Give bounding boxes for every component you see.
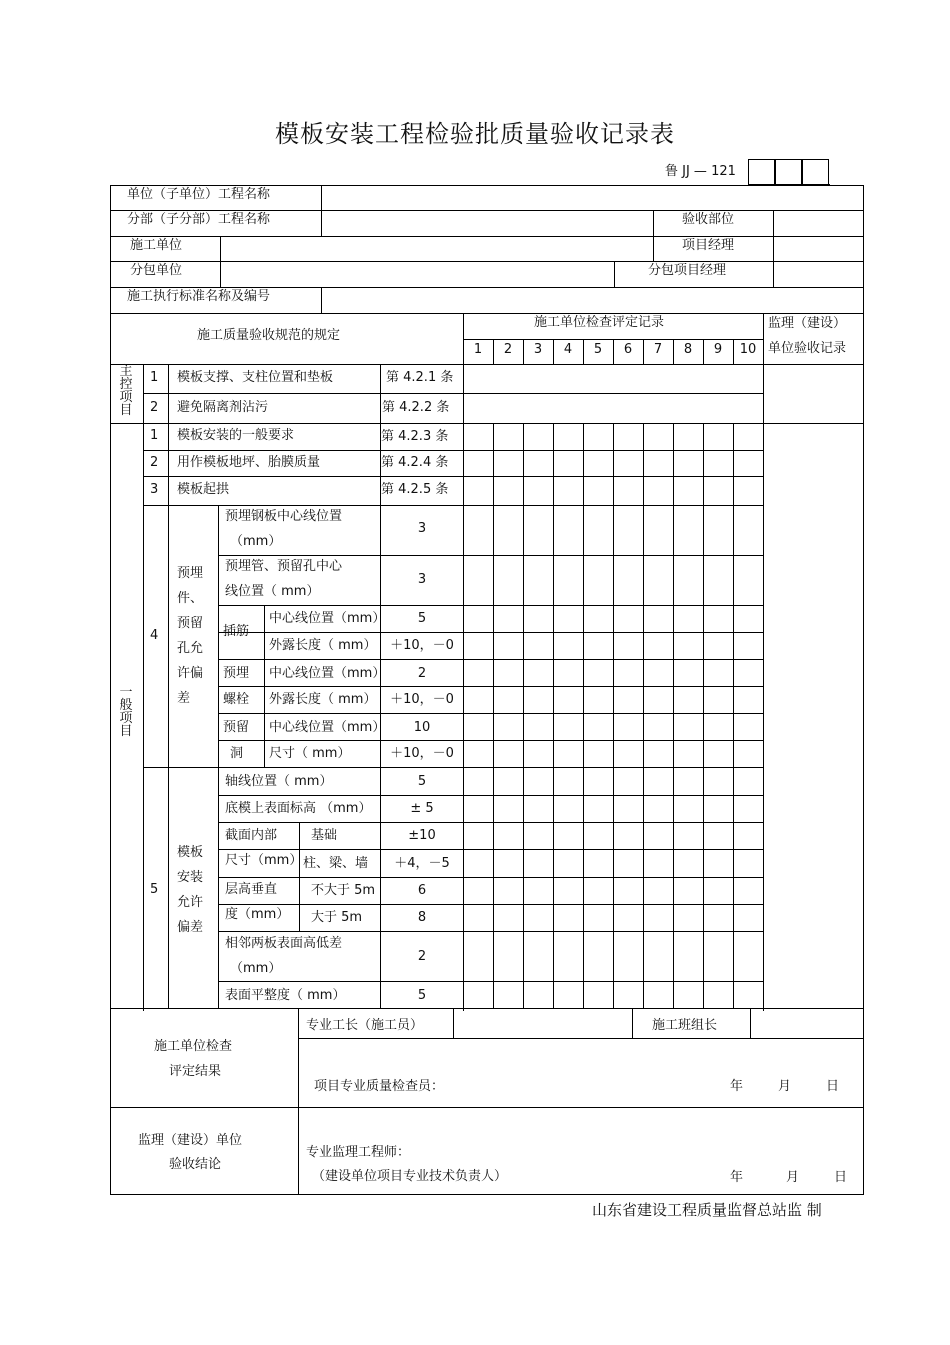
bottom-label: 底模上表面标高 （mm）: [225, 801, 372, 816]
form-code: 鲁 JJ — 121: [665, 164, 736, 179]
acceptance-part-label: 验收部位: [682, 212, 735, 227]
table-hline: [218, 605, 764, 606]
table-vline: [553, 423, 554, 1009]
row-name: 模板起拱: [177, 482, 230, 497]
value: 2: [417, 666, 427, 681]
column-number: 5: [593, 342, 603, 357]
team-leader-label: 施工班组长: [652, 1018, 718, 1033]
table-vline: [773, 210, 774, 288]
embed-group-label: 预留: [177, 616, 204, 631]
flatness-label: 表面平整度（ mm）: [225, 988, 346, 1003]
value: ＋10，－0: [390, 638, 454, 653]
install-group-label: 模板: [177, 845, 204, 860]
table-hline: [218, 686, 764, 687]
year-label: 年: [730, 1170, 744, 1185]
table-hline: [110, 261, 864, 262]
table-vline: [264, 605, 265, 768]
value: 3: [417, 521, 427, 536]
center-label: 中心线位置（mm）: [269, 666, 386, 681]
row-name: 用作模板地坪、胎膜质量: [177, 455, 321, 470]
table-vline: [863, 185, 864, 1195]
table-vline: [220, 236, 221, 288]
table-vline: [321, 185, 322, 237]
value: 6: [417, 883, 427, 898]
section-label: 尺寸（mm）: [225, 853, 303, 868]
year-label: 年: [730, 1079, 744, 1094]
value: 5: [417, 774, 427, 789]
table-vline: [168, 505, 169, 1009]
table-hline: [110, 236, 864, 237]
value: ＋4，－5: [394, 856, 450, 871]
table-hline: [143, 767, 764, 768]
row-number: 4: [150, 628, 159, 643]
column-number: 4: [563, 342, 573, 357]
owner-label: （建设单位项目专业技术负责人）: [312, 1169, 508, 1184]
table-hline: [298, 1038, 864, 1039]
expose-label: 外露长度（ mm）: [269, 692, 377, 707]
layer-label: 度（mm）: [225, 907, 290, 922]
table-vline: [613, 423, 614, 1009]
spec-header: 施工质量验收规范的规定: [197, 328, 341, 343]
layer-label: 层高垂直: [225, 882, 278, 897]
table-hline: [748, 184, 830, 185]
embed-group-label: 差: [177, 691, 191, 706]
unit-project-label: 单位（子单位）工程名称: [127, 187, 271, 202]
column-number: 8: [683, 342, 693, 357]
value: 8: [417, 910, 427, 925]
table-hline: [143, 450, 764, 451]
month-label: 月: [778, 1079, 792, 1094]
size-label: 尺寸（ mm）: [269, 746, 351, 761]
row-clause: 第 4.2.4 条: [381, 455, 449, 470]
row-clause: 第 4.2.2 条: [382, 400, 450, 415]
embed-group-label: 许偏: [177, 666, 204, 681]
table-hline: [218, 795, 764, 796]
table-hline: [110, 1107, 864, 1108]
table-hline: [110, 313, 864, 314]
table-hline: [218, 740, 764, 741]
column-number: 6: [623, 342, 633, 357]
table-vline: [143, 364, 144, 1011]
supervision-conclusion-label: 监理（建设）单位: [138, 1133, 243, 1148]
row-name: 避免隔离剂沾污: [177, 400, 269, 415]
day-label: 日: [826, 1079, 840, 1094]
table-vline: [321, 287, 322, 314]
value: ＋10，－0: [390, 746, 454, 761]
code-box[interactable]: [748, 159, 775, 185]
embed-group-label: 预埋: [177, 566, 204, 581]
unit-label: （mm）: [230, 534, 282, 549]
table-vline: [643, 423, 644, 1009]
table-hline: [110, 185, 864, 186]
table-vline: [632, 1008, 633, 1039]
row-name: 模板安装的一般要求: [177, 428, 295, 443]
center-label: 中心线位置（mm）: [269, 611, 386, 626]
table-vline: [763, 313, 764, 1011]
table-vline: [733, 423, 734, 1009]
foreman-label: 专业工长（施工员）: [306, 1018, 424, 1033]
table-vline: [110, 185, 111, 1195]
subcontract-unit-label: 分包单位: [130, 263, 183, 278]
table-hline: [143, 476, 764, 477]
supervision-conclusion-label: 验收结论: [169, 1157, 222, 1172]
section-label: 截面内部: [225, 828, 278, 843]
footer-issuer: 山东省建设工程质量监督总站监 制: [592, 1201, 822, 1219]
table-vline: [673, 423, 674, 1009]
value: 5: [417, 988, 427, 1003]
table-vline: [218, 505, 219, 1009]
table-hline: [110, 364, 864, 365]
row-clause: 第 4.2.1 条: [386, 370, 454, 385]
center-label: 中心线位置（mm）: [269, 720, 386, 735]
sub-project-label: 分部（子分部）工程名称: [127, 212, 271, 227]
table-hline: [110, 287, 864, 288]
standard-label: 施工执行标准名称及编号: [127, 289, 271, 304]
install-group-label: 偏差: [177, 920, 204, 935]
base-label: 基础: [311, 828, 338, 843]
hole-label: 洞: [230, 746, 244, 761]
engineer-label: 专业监理工程师：: [306, 1145, 411, 1160]
table-hline: [218, 713, 381, 714]
table-vline: [168, 364, 169, 424]
adjacent-label: 相邻两板表面高低差: [225, 936, 343, 951]
expose-label: 外露长度（ mm）: [269, 638, 377, 653]
value: 3: [417, 572, 427, 587]
inspector-label: 项目专业质量检查员：: [314, 1079, 445, 1094]
value: 5: [417, 611, 427, 626]
row-number: 2: [150, 455, 159, 470]
row-number: 5: [150, 882, 159, 897]
code-box[interactable]: [775, 159, 802, 185]
page-title: 模板安装工程检验批质量验收记录表: [275, 120, 675, 148]
table-hline: [218, 632, 764, 633]
install-group-label: 允许: [177, 895, 204, 910]
code-box[interactable]: [802, 159, 829, 185]
bolt-label: 螺栓: [223, 692, 250, 707]
value: ± 5: [410, 801, 434, 816]
day-label: 日: [834, 1170, 848, 1185]
month-label: 月: [786, 1170, 800, 1185]
column-number: 9: [713, 342, 723, 357]
column-number: 1: [473, 342, 483, 357]
table-vline: [583, 423, 584, 1009]
row-number: 1: [150, 428, 159, 443]
table-vline: [463, 313, 464, 1011]
row-clause: 第 4.2.3 条: [381, 429, 449, 444]
table-vline: [493, 423, 494, 1009]
table-hline: [110, 1194, 864, 1195]
value: 2: [417, 949, 427, 964]
construction-unit-label: 施工单位: [130, 238, 183, 253]
unit-label: （mm）: [230, 961, 282, 976]
check-result-label: 施工单位检查: [154, 1039, 233, 1054]
table-vline: [614, 261, 615, 288]
table-vline: [523, 423, 524, 1009]
value: ±10: [408, 828, 436, 843]
column-number: 3: [533, 342, 543, 357]
rebar-label: 插筋: [223, 624, 250, 639]
column-number: 2: [503, 342, 513, 357]
bolt-label: 预埋: [223, 666, 250, 681]
table-hline: [143, 393, 764, 394]
table-hline: [143, 505, 764, 506]
column-number: 10: [739, 342, 757, 357]
value: ＋10，－0: [390, 692, 454, 707]
table-hline: [110, 210, 864, 211]
axis-label: 轴线位置（ mm）: [225, 774, 333, 789]
table-hline: [218, 981, 764, 982]
project-manager-label: 项目经理: [682, 238, 735, 253]
table-vline: [168, 423, 169, 506]
table-vline: [299, 822, 300, 932]
row-number: 1: [150, 370, 159, 385]
unit-label: 线位置（ mm）: [225, 584, 320, 599]
table-vline: [750, 1008, 751, 1039]
record-header: 施工单位检查评定记录: [534, 315, 665, 330]
general-items-label: 一 般 项 目: [119, 685, 133, 739]
table-hline: [218, 555, 764, 556]
table-vline: [653, 210, 654, 237]
table-vline: [298, 1008, 299, 1195]
gt5-label: 大于 5m: [311, 910, 363, 925]
table-vline: [703, 423, 704, 1009]
embed-group-label: 件、: [177, 591, 204, 606]
table-vline: [380, 364, 381, 424]
check-result-label: 评定结果: [169, 1064, 222, 1079]
row-clause: 第 4.2.5 条: [381, 482, 449, 497]
table-vline: [453, 1008, 454, 1039]
value: 10: [413, 720, 431, 735]
install-group-label: 安装: [177, 870, 204, 885]
column-label: 柱、梁、墙: [303, 856, 369, 871]
column-number: 7: [653, 342, 663, 357]
table-vline: [653, 236, 654, 262]
table-hline: [218, 659, 381, 660]
supervision-header: 单位验收记录: [768, 341, 847, 356]
le5-label: 不大于 5m: [311, 883, 376, 898]
row-number: 3: [150, 482, 159, 497]
hole-label: 预留: [223, 720, 250, 735]
embed-plate-label: 预埋钢板中心线位置: [225, 509, 343, 524]
row-name: 模板支撑、支柱位置和垫板: [177, 370, 334, 385]
embed-group-label: 孔允: [177, 641, 204, 656]
embed-pipe-label: 预埋管、预留孔中心: [225, 559, 343, 574]
table-hline: [110, 423, 864, 424]
supervision-header: 监理（建设）: [768, 316, 847, 331]
subcontract-manager-label: 分包项目经理: [648, 263, 727, 278]
main-items-label: 主 控 项 目: [119, 364, 133, 418]
row-number: 2: [150, 400, 159, 415]
